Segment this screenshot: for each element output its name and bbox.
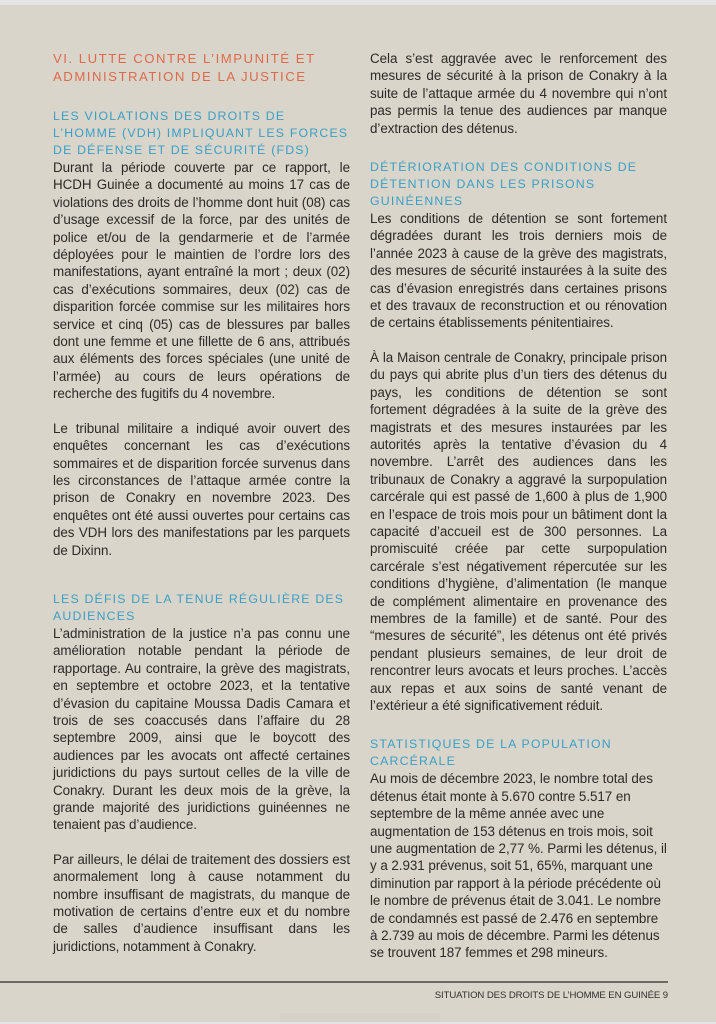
chapter-title: VI. LUTTE CONTRE L’IMPUNITÉ ET ADMINISTRATION DE LA JUSTICE (53, 51, 316, 84)
paragraph-security-measures: Cela s’est aggravée avec le renforcement des mesures de sécurité à la prison de Conakry à la suite de l’attaque armée du 4 novembre qui n’ont pas permis la tenue des audiences par manque d’extraction des détenus. (370, 51, 667, 136)
bottom-edge-tab (280, 1013, 440, 1022)
paragraph-vdh-cases: Durant la période couverte par ce rapport, le HCDH Guinée a documenté au moins 17 cas de violations des droits de l’homme dont huit (08) cas d’usage excessif de la force, par des unités de police et/ou de la gendarmerie et de l’armée déployées pour le maintien de l’ordre lors des manifestations, ayant entraîné la mort ; deux (02) cas d’exécutions sommaires, deux (02) cas de disparition forcée commise sur les militaires hors service et cinq (05) cas de blessures par balles dont une femme et une fillette de 6 ans, attribués aux éléments des forces spéciales (une unité de l’armée) au cours de leurs opérations de recherche des fugitifs du 4 novembre. (53, 160, 350, 402)
paragraph-maison-centrale: À la Maison centrale de Conakry, principale prison du pays qui abrite plus d’un tiers des détenus du pays, les conditions de détention se sont fortement dégradées à la suite de la grève des magistrats et des mesures instaurées par les autorités après la tentative d’évasion du 4 novembre. L’arrêt des audiences dans les tribunaux de Conakry a aggravé la surpopulation carcérale qui est passé de 1,600 à plus de 1,900 en l’espace de trois mois pour un bâtiment dont la capacité d’accueil est de 300 personnes. La promiscuité créée par cette surpopulation carcérale s’est négativement répercutée sur les conditions d’hygiène, d’alimentation (le manque de complément alimentaire en provenance des membres de la famille) et de santé. Pour des “mesures de sécurité”, les détenus ont été privés pendant plusieurs semaines, de leur droit de rencontrer leurs avocats et leurs proches. L’accès aux repas et aux soins de santé venant de l’extérieur a été significativement réduit. (370, 349, 667, 713)
spacer (53, 403, 350, 420)
page-number: 9 (662, 990, 668, 1001)
paragraph-military-tribunal: Le tribunal militaire a indiqué avoir ouvert des enquêtes concernant les cas d’exécutions sommaires et de disparition forcée survenus dans les circonstances de l’attaque armée contre la prison de Conakry en novembre 2023. Des enquêtes ont été aussi ouvertes pour certains cas des VDH lors des manifestations par les parquets de Dixinn. (53, 420, 350, 558)
spacer (53, 834, 350, 851)
section-heading-hearings: LES DÉFIS DE LA TENUE RÉGULIÈRE DES AUDIENCES (53, 591, 345, 623)
spacer (370, 714, 667, 736)
paragraph-detention-degraded: Les conditions de détention se sont fortement dégradées durant les trois derniers mois de l’année 2023 à cause de la grève des magistrats, des mesures de sécurité instaurées à la suite des cas d’évasion enregistrés dans certaines prisons et des travaux de reconstruction et ou rénovation de certains établissements pénitentiaires. (370, 211, 667, 331)
left-column (53, 50, 350, 955)
running-title: SITUATION DES DROITS DE L’HOMME EN GUINÉE (434, 990, 661, 1001)
page-footer (435, 990, 668, 1001)
spacer (53, 559, 350, 591)
footer-divider (0, 981, 668, 983)
spacer (370, 332, 667, 349)
right-column (370, 50, 667, 962)
top-edge-strip (0, 0, 716, 5)
spacer (370, 137, 667, 159)
paragraph-case-delays: Par ailleurs, le délai de traitement des dossiers est anormalement long à cause notamment du nombre insuffisant de magistrats, du manque de motivation de certains d’entre eux et du nombre de salles d’audience insuffisant dans les juridictions, notamment à Conakry. (53, 851, 350, 954)
section-heading-prison-statistics: STATISTIQUES DE LA POPULATION CARCÉRALE (370, 737, 612, 769)
section-heading-detention-conditions: DÉTÉRIORATION DES CONDITIONS DE DÉTENTION DANS LES PRISONS GUINÉENNES (370, 160, 638, 209)
section-heading-vdh: LES VIOLATIONS DES DROITS DE L’HOMME (VDH) IMPLIQUANT LES FORCES DE DÉFENSE ET DE SÉCURITÉ (FDS) (53, 109, 349, 157)
paragraph-prison-statistics: Au mois de décembre 2023, le nombre total des détenus était monte à 5.670 contre 5.517 en septembre de la même année avec une augmentation de 153 détenus en trois mois, soit une augmentation de 2,77 %. Parmi les détenus, il y a 2.931 prévenus, soit 51, 65%, marquant une diminution par rapport à la période précédente où le nombre de prévenus était de 3.041. Le nombre de condamnés est passé de 2.476 en septembre à 2.739 au mois de décembre. Parmi les détenus se trouvent 187 femmes et 298 mineurs. (370, 771, 667, 961)
paragraph-justice-administration: L’administration de la justice n’a pas connu une amélioration notable pendant la période de rapportage. Au contraire, la grève des magistrats, en septembre et octobre 2023, et la tentative d’évasion du capitaine Moussa Dadis Camara et trois de ses coaccusés dans l’affaire du 28 septembre 2009, ainsi que le boycott des audiences par les avocats ont affecté certaines juridictions du pays surtout celles de la ville de Conakry. Durant les deux mois de la grève, la grande majorité des juridictions guinéennes ne tenaient pas d’audience. (53, 625, 350, 833)
